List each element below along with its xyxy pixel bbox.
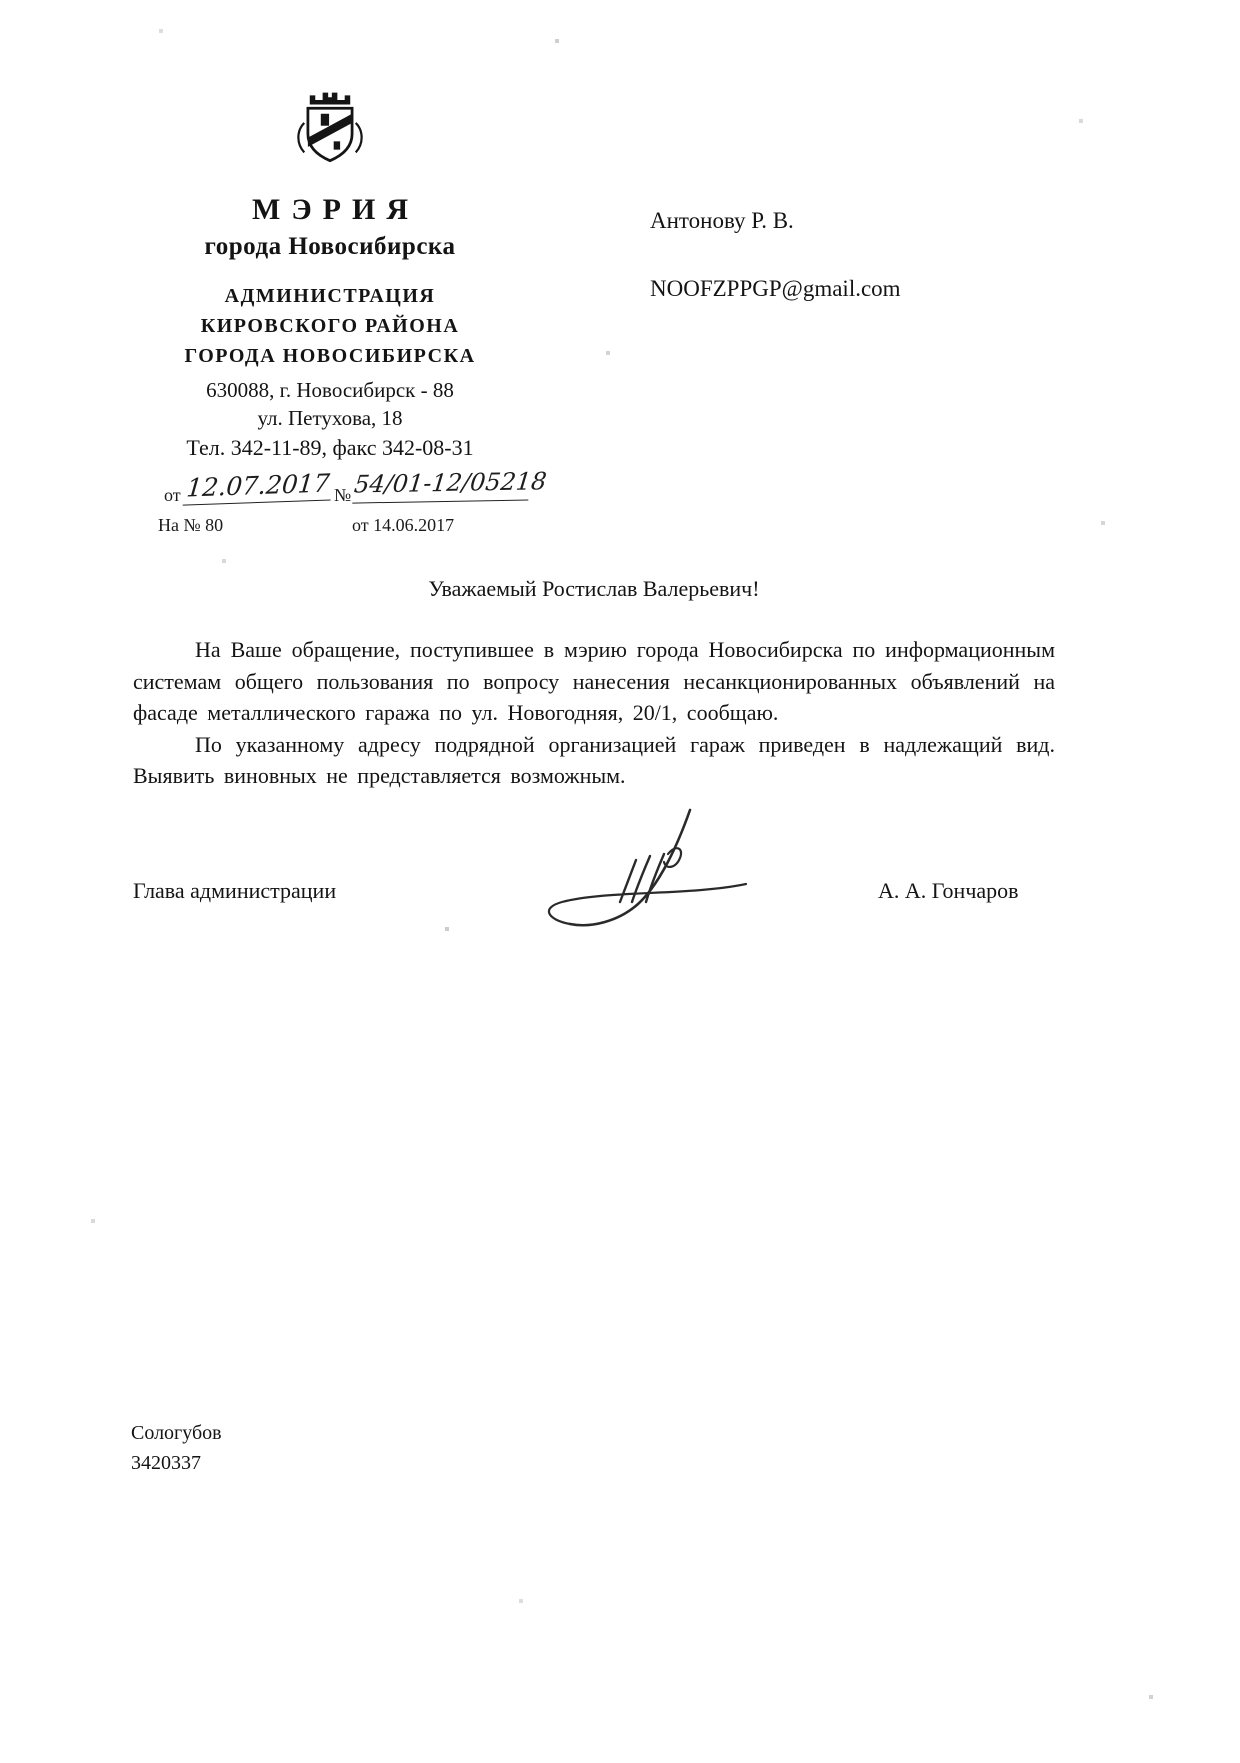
scan-noise	[0, 0, 2, 2]
org-name-line2: города Новосибирска	[204, 233, 456, 260]
body-paragraph-2: По указанному адресу подрядной организацией гараж приведен в надлежащий вид. Выявить виновных не представляется возможным.	[133, 731, 1055, 788]
recipient-block	[650, 208, 1070, 302]
executor-block	[131, 1418, 222, 1478]
handwritten-number: 54/01-12/05218	[352, 467, 531, 503]
city-coat-of-arms-icon	[284, 88, 376, 185]
department-line1: АДМИНИСТРАЦИЯ	[224, 285, 436, 307]
incoming-ref-date: от 14.06.2017	[352, 515, 455, 535]
department-block	[128, 281, 532, 371]
org-name-line1: МЭРИЯ	[252, 193, 419, 226]
letterhead	[128, 88, 548, 545]
salutation: Уважаемый Ростислав Валерьевич!	[428, 576, 760, 601]
signatory-name: А. А. Гончаров	[878, 878, 1019, 903]
address-line2: ул. Петухова, 18	[257, 406, 403, 430]
department-line2: КИРОВСКОГО РАЙОНА	[200, 315, 460, 337]
incoming-ref-label: На № 80	[158, 515, 224, 535]
address-block	[128, 376, 532, 432]
recipient-name: Антонову Р. В.	[650, 208, 794, 233]
recipient-email: NOOFZPPGP@gmail.com	[650, 276, 901, 301]
number-prefix-label: №	[334, 485, 352, 505]
phone-line: Тел. 342-11-89, факс 342-08-31	[186, 435, 474, 460]
date-prefix-label: от	[164, 485, 181, 505]
handwritten-date: 12.07.2017	[183, 468, 334, 505]
signatory-title: Глава администрации	[133, 878, 337, 903]
body-paragraph-1: На Ваше обращение, поступившее в мэрию города Новосибирска по информационным системам общего пользования по вопросу нанесения несанкционированных объявлений на фасаде металлического гаража по ул. Новогодняя, 20/1, сообщаю.	[133, 637, 1055, 725]
letter-body	[133, 634, 1055, 792]
reference-block	[128, 467, 548, 545]
executor-name: Сологубов	[131, 1422, 222, 1444]
executor-phone: 3420337	[131, 1452, 201, 1474]
handwritten-signature	[518, 796, 778, 961]
department-line3: ГОРОДА НОВОСИБИРСКА	[184, 345, 476, 367]
address-line1: 630088, г. Новосибирск - 88	[206, 378, 454, 402]
